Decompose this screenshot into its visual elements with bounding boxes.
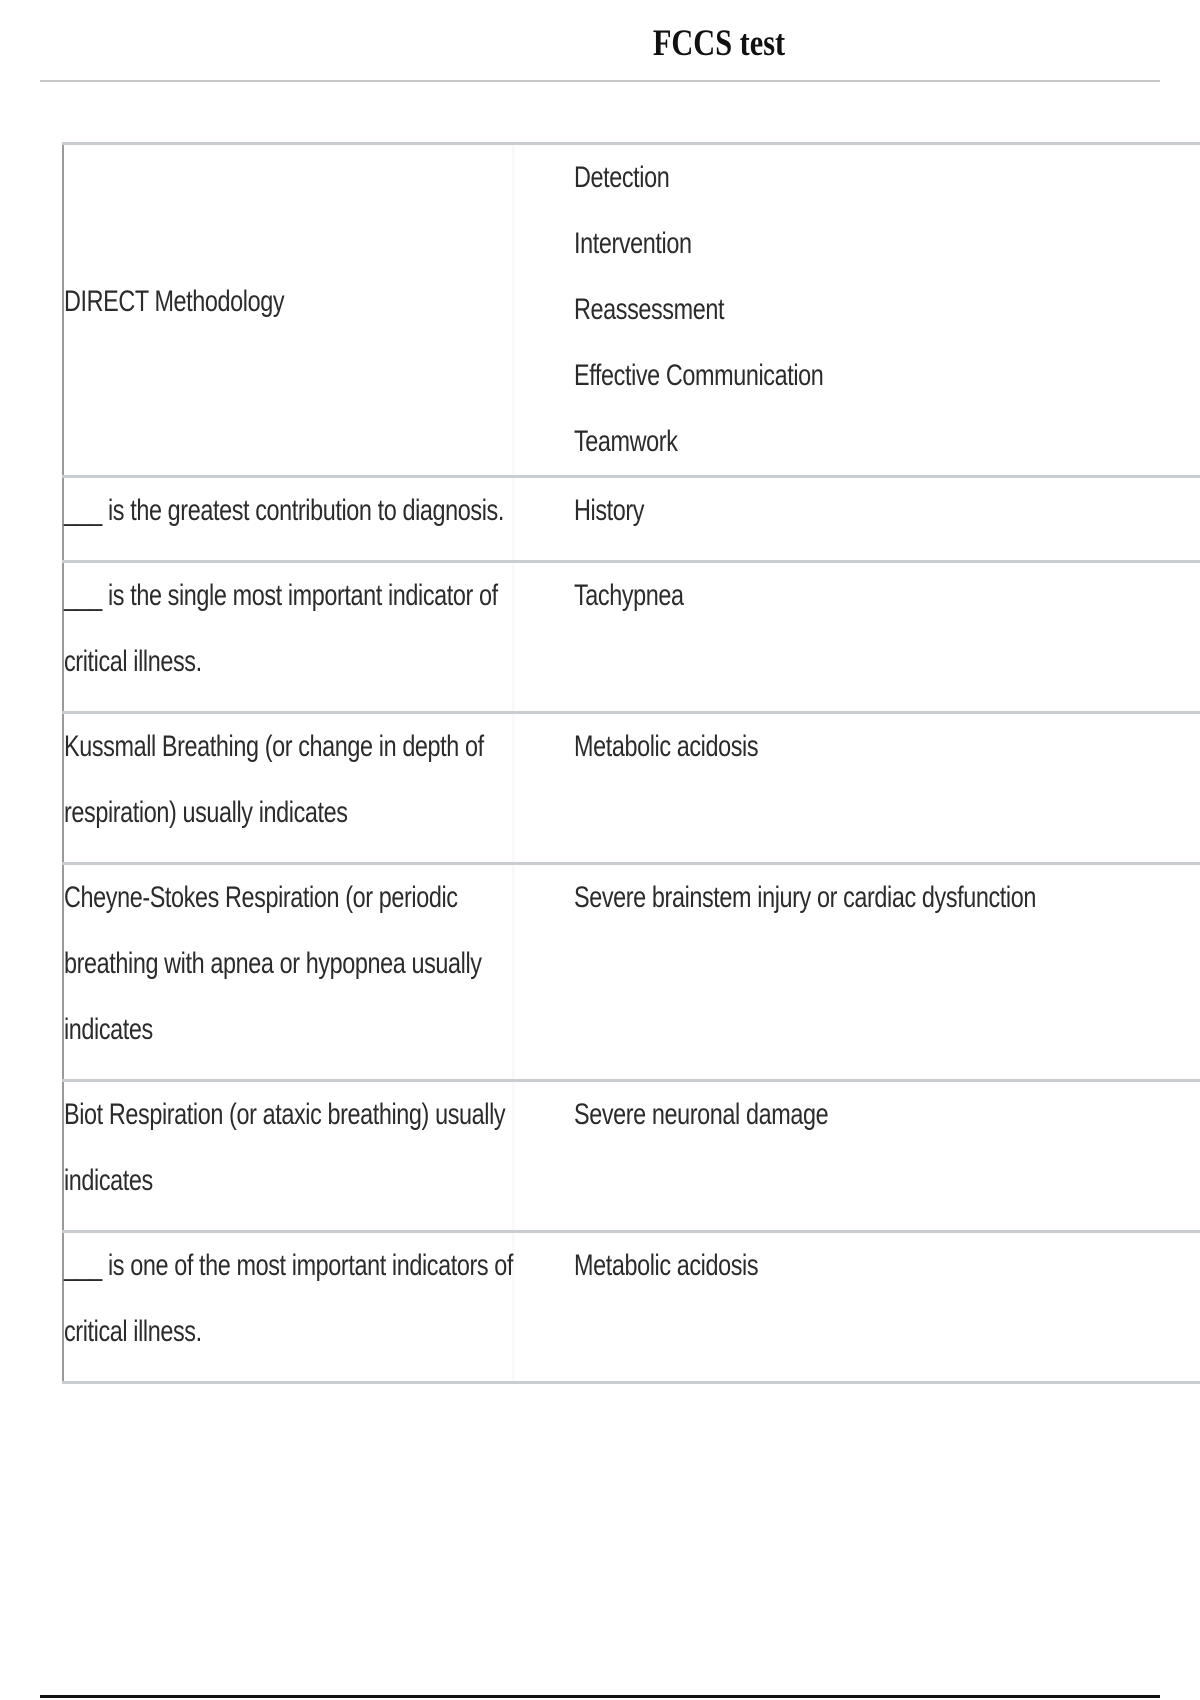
table-row	[63, 1081, 1200, 1232]
table-row	[63, 713, 1200, 864]
term-text: Cheyne-Stokes Respiration (or periodic breathing with apnea or hypopnea usually indicates	[64, 881, 482, 1046]
flashcard-table	[62, 142, 1200, 1384]
term-cell	[63, 144, 512, 477]
footer-divider	[40, 1695, 1160, 1698]
term-text: DIRECT Methodology	[64, 285, 285, 318]
table-row	[63, 864, 1200, 1081]
term-text: ___ is one of the most important indicators of critical illness.	[64, 1249, 514, 1348]
term-cell	[63, 713, 512, 864]
definition-cell	[512, 562, 1200, 713]
definition-cell	[512, 1081, 1200, 1232]
term-cell	[63, 1081, 512, 1232]
definition-text: Metabolic acidosis	[574, 730, 759, 763]
definition-text: Detection	[574, 161, 670, 194]
table-row	[63, 1232, 1200, 1383]
definition-cell	[512, 1232, 1200, 1383]
table-row	[63, 477, 1200, 562]
term-text: ___ is the greatest contribution to diagnosis.	[64, 494, 504, 527]
table-row	[63, 144, 1200, 477]
definition-cell	[512, 144, 1200, 477]
definition-text: Severe neuronal damage	[574, 1098, 829, 1131]
term-text: ___ is the single most important indicator of critical illness.	[64, 579, 498, 678]
table-row	[63, 562, 1200, 713]
term-cell	[63, 477, 512, 562]
definition-text: Reassessment	[574, 293, 725, 326]
definition-text: Intervention	[574, 227, 692, 260]
page-title: FCCS test	[652, 23, 786, 64]
definition-text: Teamwork	[574, 425, 678, 458]
term-text: Biot Respiration (or ataxic breathing) usually indicates	[64, 1098, 506, 1197]
term-text: Kussmall Breathing (or change in depth of respiration) usually indicates	[64, 730, 484, 829]
header-divider	[40, 80, 1160, 82]
definition-text: Tachypnea	[574, 579, 684, 612]
term-cell	[63, 1232, 512, 1383]
term-cell	[63, 562, 512, 713]
definition-text: Metabolic acidosis	[574, 1249, 759, 1282]
definition-text: History	[574, 494, 645, 527]
term-cell	[63, 864, 512, 1081]
definition-cell	[512, 713, 1200, 864]
definition-text: Effective Communication	[574, 359, 824, 392]
definition-cell	[512, 477, 1200, 562]
definition-text: Severe brainstem injury or cardiac dysfunction	[574, 881, 1036, 914]
definition-cell	[512, 864, 1200, 1081]
